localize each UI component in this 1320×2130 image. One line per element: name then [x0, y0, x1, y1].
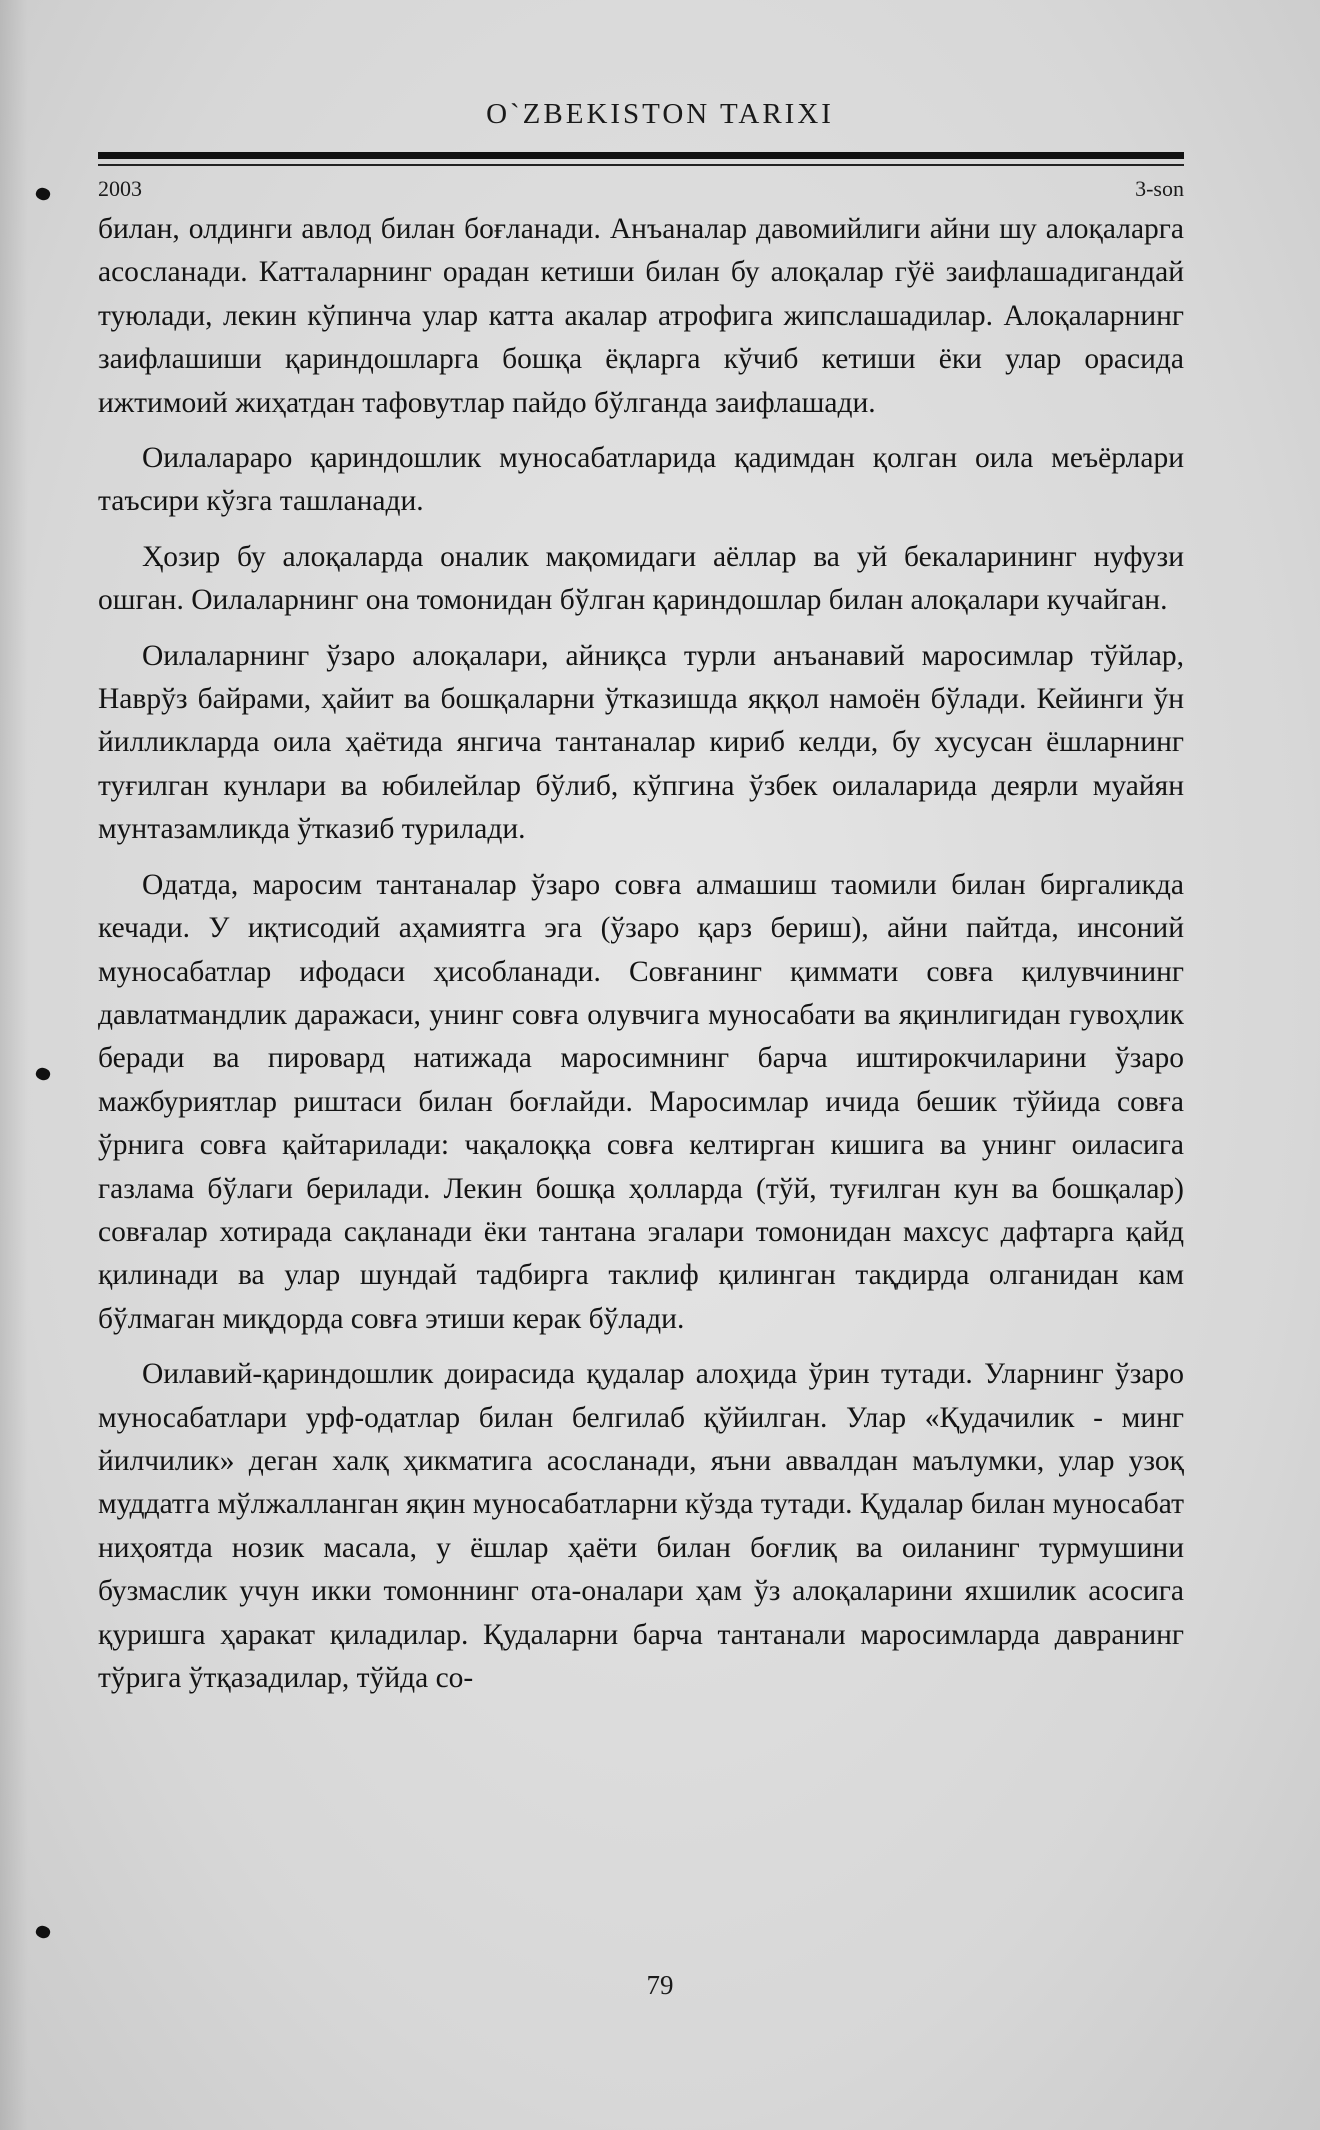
article-body: [98, 208, 1184, 1700]
running-title: O`ZBEKISTON TARIXI: [486, 98, 834, 130]
paragraph: Оилаларнинг ўзаро алоқалари, айниқса турли анъанавий маросимлар тўйлар, Наврўз байрами, ҳайит ва бошқаларни ўтказишда яққол намоён бўлади. Кейинги ўн йилликларда оила ҳаётида янгича тантаналар кириб келди, бу хусусан ёшларнинг туғилган кунлари ва юбилейлар бўлиб, кўпгина ўзбек оилаларида деярли муайян мунтазамликда ўтказиб турилади.: [98, 639, 1184, 846]
punch-hole-mark: [34, 1066, 52, 1083]
paragraph: Оилавий-қариндошлик доирасида қудалар алоҳида ўрин тутади. Уларнинг ўзаро муносабатлари урф-одатлар билан белгилаб қўйилган. Улар «Қудачилик - минг йилчилик» деган халқ ҳикматига асосланади, яъни аввалдан маълумки, улар узоқ муддатга мўлжалланган яқин муносабатларни кўзда тутади. Қудалар билан муносабат ниҳоятда нозик масала, у ёшлар ҳаёти билан боғлиқ ва оиланинг турмушини бузмаслик учун икки томоннинг ота-оналари ҳам ўз алоқаларини яхшилик асосига қуришга ҳаракат қиладилар. Қудаларни барча тантанали маросимларда давранинг тўрига ўтқазадилар, тўйда со-: [98, 1358, 1184, 1694]
issue-meta-row: [98, 176, 1184, 202]
paragraph: Ҳозир бу алоқаларда оналик мақомидаги аёллар ва уй бекаларининг нуфузи ошган. Оилаларнинг она томонидан бўлган қариндошлар билан алоқалари кучайган.: [98, 540, 1184, 617]
header-rule-thin: [98, 164, 1184, 166]
header-rule-thick: [98, 152, 1184, 159]
paragraph-continued: билан, олдинги авлод билан боғланади. Анъаналар давомийлиги айни шу алоқаларга асосланади. Катталарнинг орадан кетиши билан бу алоқалар гўё заифлашадигандай туюлади, лекин кўпинча улар катта акалар атрофига жипслашадилар. Алоқаларнинг заифлашиши қариндошларга бошқа ёқларга кўчиб кетиши ёки улар орасида ижтимоий жиҳатдан тафовутлар пайдо бўлганда заифлашади.: [98, 213, 1184, 419]
punch-hole-mark: [34, 1924, 52, 1941]
issue-year: 2003: [98, 176, 142, 201]
page-number: 79: [646, 1970, 674, 2000]
page-edge-shadow: [0, 0, 28, 2130]
punch-hole-mark: [34, 186, 52, 203]
issue-number: 3-son: [1135, 176, 1184, 201]
paragraph: Оилалараро қариндошлик муносабатларида қадимдан қолган оила меъёрлари таъсири кўзга ташланади.: [98, 442, 1184, 518]
paragraph: Одатда, маросим тантаналар ўзаро совға алмашиш таомили билан биргаликда кечади. У иқтисодий аҳамиятга эга (ўзаро қарз бериш), айни пайтда, инсоний муносабатлар ифодаси ҳисобланади. Совғанинг қиммати совға қилувчининг давлатмандлик даражаси, унинг совға олувчига муносабати ва яқинлигидан гувоҳлик беради ва пировард натижада маросимнинг барча иштирокчиларини ўзаро мажбуриятлар риштаси билан боғлайди. Маросимлар ичида бешик тўйида совға ўрнига совға қайтарилади: чақалоққа совға келтирган кишига ва унинг оиласига газлама бўлаги берилади. Лекин бошқа ҳолларда (тўй, туғилган кун ва бошқалар) совғалар хотирада сақланади ёки тантана эгалари томонидан махсус дафтарга қайд қилинади ва улар шундай тадбирга таклиф қилинган тақдирда олганидан кам бўлмаган миқдорда совға этиши керак бўлади.: [98, 868, 1184, 1335]
